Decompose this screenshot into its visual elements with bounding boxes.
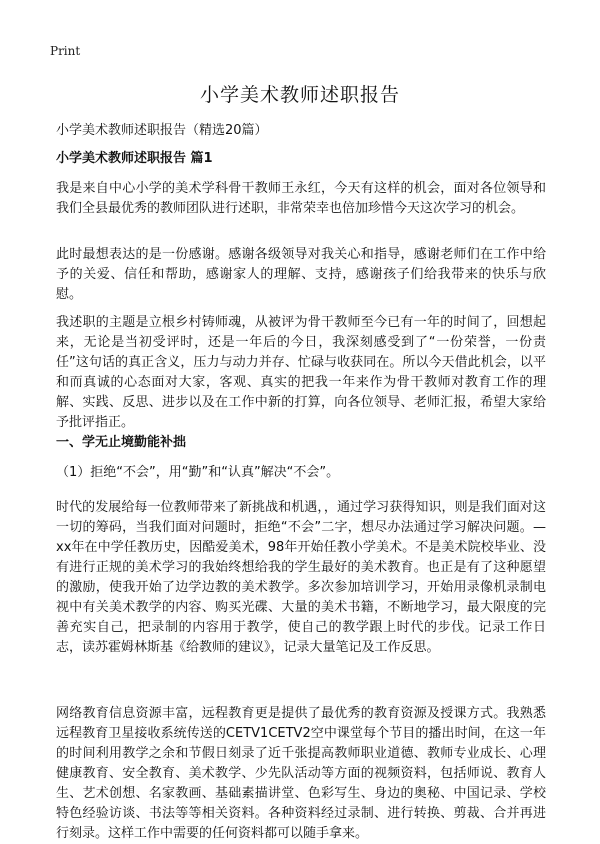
- print-link[interactable]: Print: [50, 44, 81, 58]
- page-title: 小学美术教师述职报告: [199, 84, 400, 106]
- paragraph-point-1: （1）拒绝“不会”，用“勤”和“认真”解决“不会”。: [56, 465, 340, 480]
- paragraph-distance-education: 网络教育信息资源丰富，远程教育更是提供了最优秀的教育资源及授课方式。我熟悉远程教育卫星接收系统传送的CETV1CETV2空中课堂每个节目的播出时间，在这一年的时间利用教学之余和节假日刻录了近千张提高教师职业道德、教师专业成长、心理健康教育、安全教育、美术教学、少先队活动等方面的视频资料，包括师说、教育人生、艺术创想、名家教画、基础素描讲堂、色彩写生、身边的奥秘、中国记录、学校特色经验访谈、书法等等相关资料。各种资料经过录制、进行转换、剪裁、合并再进行刻录。这样工作中需要的任何资料都可以随手拿来。: [56, 706, 546, 841]
- paragraph-theme: 我述职的主题是立根乡村铸师魂，从被评为骨干教师至今已有一年的时间了，回想起来，无论是当初受评时，还是一年后的今日，我深刻感受到了“一份荣誉，一份责任”这句话的真正含义，压力与动力并存、忙碌与收获同在。所以今天借此机会，以平和而真诚的心态面对大家，客观、真实的把我一年来作为骨干教师对教育工作的理解、实践、反思、进步以及在工作中新的打算，向各位领导、老师汇报，希望大家给予批评指正。: [56, 315, 546, 430]
- section-heading: 小学美术教师述职报告 篇1: [56, 151, 213, 166]
- paragraph-intro: 我是来自中心小学的美术学科骨干教师王永红，今天有这样的机会，面对各位领导和我们全县最优秀的教师团队进行述职，非常荣幸也倍加珍惜今天这次学习的机会。: [56, 181, 546, 216]
- subsection-heading: 一、学无止境勤能补拙: [56, 435, 187, 450]
- article-subtitle: 小学美术教师述职报告（精选20篇）: [56, 123, 268, 138]
- paragraph-learning: 时代的发展给每一位教师带来了新挑战和机遇，，通过学习获得知识，则是我们面对这一切的筹码，当我们面对问题时，拒绝“不会”二字，想尽办法通过学习解决问题。—xx年在中学任教历史，因酷爱美术，98年开始任教小学美术。不是美术院校毕业、没有进行正规的美术学习的我始终想给我的学生最好的美术教育。也正是有了这种愿望的激励，使我开始了边学边教的美术教学。多次参加培训学习，开始用录像机录制电视中有关美术教学的内容、购买光碟、大量的美术书籍，不断地学习，最大限度的完善充实自己，把录制的内容用于教学，使自己的教学跟上时代的步伐。记录工作日志，读苏霍姆林斯基《给教师的建议》，记录大量笔记及工作反思。: [56, 500, 546, 655]
- paragraph-thanks: 此时最想表达的是一份感谢。感谢各级领导对我关心和指导，感谢老师们在工作中给予的关爱、信任和帮助，感谢家人的理解、支持，感谢孩子们给我带来的快乐与欣慰。: [56, 247, 546, 302]
